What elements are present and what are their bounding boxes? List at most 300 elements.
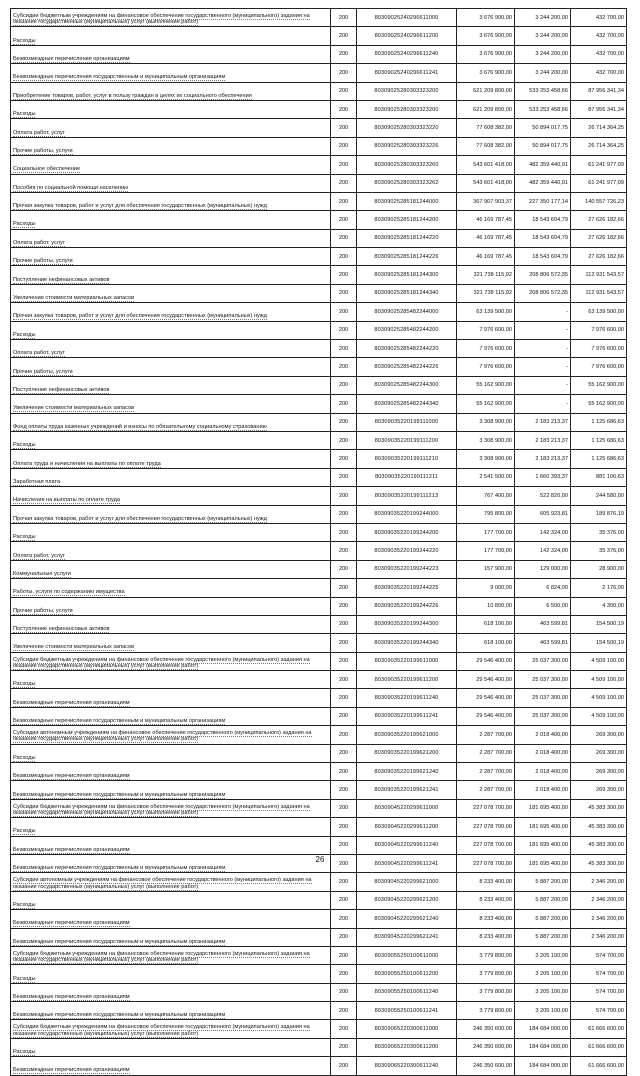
row-name-text: Расходы bbox=[13, 331, 36, 338]
row-not-executed-cell: 87 956 341,34 bbox=[571, 100, 627, 118]
row-name-text: Оплата работ, услуг bbox=[13, 239, 65, 246]
table-row bbox=[11, 671, 627, 689]
row-name-cell bbox=[11, 248, 331, 266]
row-name-cell bbox=[11, 45, 331, 63]
row-budget-code-cell: 80309025240296611241 bbox=[357, 64, 457, 82]
row-budget-code-cell: 80309025280303323200 bbox=[357, 100, 457, 118]
table-row bbox=[11, 707, 627, 725]
table-row bbox=[11, 229, 627, 247]
row-executed-cell: - bbox=[515, 340, 571, 358]
row-name-text: Поступление нефинансовых активов bbox=[13, 387, 110, 393]
row-executed-cell: 2 183 213,37 bbox=[515, 413, 571, 431]
row-name-text: Безвозмездные перечисления организациям bbox=[13, 920, 130, 927]
row-name-text: Прочие работы, услуги bbox=[13, 607, 73, 614]
row-executed-cell: 181 695 400,00 bbox=[515, 799, 571, 817]
row-budget-code-cell: 80309035220199244000 bbox=[357, 505, 457, 523]
row-executed-cell: 181 695 400,00 bbox=[515, 836, 571, 854]
row-not-executed-cell: 269 300,00 bbox=[571, 763, 627, 781]
row-name-text: Безвозмездные перечисления государственным и муниципальным организациям bbox=[13, 938, 226, 945]
row-approved-cell: 3 676 900,00 bbox=[457, 45, 515, 63]
row-approved-cell: 621 209 800,00 bbox=[457, 100, 515, 118]
table-row bbox=[11, 781, 627, 799]
row-approved-cell: 227 078 700,00 bbox=[457, 836, 515, 854]
row-not-executed-cell: 269 300,00 bbox=[571, 781, 627, 799]
row-line-code-cell: 200 bbox=[331, 505, 357, 523]
row-line-code-cell: 200 bbox=[331, 156, 357, 174]
row-executed-cell: 3 244 200,00 bbox=[515, 9, 571, 27]
row-name-text: Оплата труда и начисления на выплаты по оплате труда bbox=[13, 460, 161, 467]
row-name-cell bbox=[11, 744, 331, 762]
row-name-cell bbox=[11, 928, 331, 946]
row-name-text: Расходы bbox=[13, 111, 36, 118]
row-not-executed-cell: 26 714 364,25 bbox=[571, 137, 627, 155]
row-line-code-cell: 200 bbox=[331, 1020, 357, 1038]
row-line-code-cell: 200 bbox=[331, 192, 357, 210]
row-budget-code-cell: 80309035220199244225 bbox=[357, 579, 457, 597]
row-name-text: Прочие работы, услуги bbox=[13, 258, 73, 265]
row-line-code-cell: 200 bbox=[331, 137, 357, 155]
row-not-executed-cell: 574 700,00 bbox=[571, 1002, 627, 1020]
row-name-text: Расходы bbox=[13, 1049, 36, 1056]
row-not-executed-cell: 45 383 300,00 bbox=[571, 799, 627, 817]
row-name-cell bbox=[11, 707, 331, 725]
row-name-text: Расходы bbox=[13, 975, 36, 982]
table-row bbox=[11, 487, 627, 505]
row-budget-code-cell: 80309025240296611200 bbox=[357, 27, 457, 45]
row-name-text: Безвозмездные перечисления организациям bbox=[13, 846, 130, 853]
row-budget-code-cell: 80309045220299621200 bbox=[357, 891, 457, 909]
row-approved-cell: 227 078 700,00 bbox=[457, 854, 515, 872]
table-row bbox=[11, 431, 627, 449]
row-not-executed-cell: 45 383 300,00 bbox=[571, 818, 627, 836]
row-budget-code-cell: 80309025285181244200 bbox=[357, 211, 457, 229]
row-name-cell bbox=[11, 376, 331, 394]
row-budget-code-cell: 80309035220199611241 bbox=[357, 707, 457, 725]
row-line-code-cell: 200 bbox=[331, 873, 357, 891]
row-budget-code-cell: 80309045220299611241 bbox=[357, 854, 457, 872]
row-name-cell bbox=[11, 1020, 331, 1038]
row-name-cell bbox=[11, 634, 331, 652]
row-executed-cell: 522 820,00 bbox=[515, 487, 571, 505]
row-name-text: Прочая закупка товаров, работ и услуг для обеспечения государственных (муниципальных) нужд bbox=[13, 313, 267, 320]
row-line-code-cell: 200 bbox=[331, 744, 357, 762]
row-line-code-cell: 200 bbox=[331, 634, 357, 652]
table-row bbox=[11, 450, 627, 468]
row-name-cell bbox=[11, 1038, 331, 1056]
row-approved-cell: 46 169 787,45 bbox=[457, 248, 515, 266]
row-name-cell bbox=[11, 321, 331, 339]
row-approved-cell: 29 546 400,00 bbox=[457, 689, 515, 707]
row-executed-cell: 5 887 200,00 bbox=[515, 910, 571, 928]
row-approved-cell: 227 078 700,00 bbox=[457, 799, 515, 817]
row-executed-cell: 25 037 300,00 bbox=[515, 652, 571, 670]
row-not-executed-cell: 2 346 200,00 bbox=[571, 928, 627, 946]
row-line-code-cell: 200 bbox=[331, 266, 357, 284]
row-not-executed-cell: 2 346 200,00 bbox=[571, 910, 627, 928]
table-row bbox=[11, 523, 627, 541]
table-row bbox=[11, 340, 627, 358]
row-not-executed-cell: 27 626 182,66 bbox=[571, 248, 627, 266]
row-name-cell bbox=[11, 450, 331, 468]
table-row bbox=[11, 910, 627, 928]
row-line-code-cell: 200 bbox=[331, 836, 357, 854]
row-executed-cell: 3 205 100,00 bbox=[515, 1002, 571, 1020]
row-executed-cell: 3 244 200,00 bbox=[515, 45, 571, 63]
row-budget-code-cell: 80309025285181244340 bbox=[357, 284, 457, 302]
row-name-cell bbox=[11, 615, 331, 633]
row-approved-cell: 795 800,00 bbox=[457, 505, 515, 523]
row-name-cell bbox=[11, 358, 331, 376]
row-executed-cell: 2 018 400,00 bbox=[515, 744, 571, 762]
row-line-code-cell: 200 bbox=[331, 928, 357, 946]
row-name-text: Субсидии бюджетным учреждениям на финансовое обеспечение государственного (муниципального) задания на оказание государственных (муниципальных) услуг (выполнение работ) bbox=[13, 950, 310, 964]
row-executed-cell: 18 543 604,79 bbox=[515, 229, 571, 247]
row-budget-code-cell: 80309065220300611200 bbox=[357, 1038, 457, 1056]
row-executed-cell: 142 324,00 bbox=[515, 523, 571, 541]
row-executed-cell: 184 684 000,00 bbox=[515, 1038, 571, 1056]
row-line-code-cell: 200 bbox=[331, 597, 357, 615]
row-name-text: Социальное обеспечение bbox=[13, 166, 81, 173]
row-executed-cell: 2 018 400,00 bbox=[515, 726, 571, 744]
table-row bbox=[11, 946, 627, 964]
row-budget-code-cell: 80309025285482244340 bbox=[357, 395, 457, 413]
row-name-text: Расходы bbox=[13, 901, 36, 908]
row-line-code-cell: 200 bbox=[331, 27, 357, 45]
row-budget-code-cell: 80309055250100611241 bbox=[357, 1002, 457, 1020]
row-executed-cell: 208 806 572,35 bbox=[515, 284, 571, 302]
row-budget-code-cell: 80309045220299611200 bbox=[357, 818, 457, 836]
row-line-code-cell: 200 bbox=[331, 413, 357, 431]
row-not-executed-cell: 112 931 543,57 bbox=[571, 284, 627, 302]
row-line-code-cell: 200 bbox=[331, 9, 357, 27]
row-name-text: Прочая закупка товаров, работ и услуг для обеспечения государственных (муниципальных) нужд bbox=[13, 515, 267, 522]
row-executed-cell: 463 599,81 bbox=[515, 615, 571, 633]
row-name-text: Безвозмездные перечисления организациям bbox=[13, 699, 130, 706]
row-name-cell bbox=[11, 9, 331, 27]
row-line-code-cell: 200 bbox=[331, 983, 357, 1001]
row-line-code-cell: 200 bbox=[331, 340, 357, 358]
row-name-cell bbox=[11, 965, 331, 983]
row-budget-code-cell: 80309035220199621200 bbox=[357, 744, 457, 762]
row-executed-cell: 25 037 300,00 bbox=[515, 671, 571, 689]
row-executed-cell: 3 205 100,00 bbox=[515, 965, 571, 983]
row-name-text: Безвозмездные перечисления организациям bbox=[13, 1067, 130, 1074]
row-not-executed-cell: 154 500,19 bbox=[571, 615, 627, 633]
row-budget-code-cell: 80309025280303323226 bbox=[357, 137, 457, 155]
row-approved-cell: 29 546 400,00 bbox=[457, 707, 515, 725]
row-not-executed-cell: 27 626 182,66 bbox=[571, 229, 627, 247]
row-executed-cell: - bbox=[515, 321, 571, 339]
row-name-cell bbox=[11, 100, 331, 118]
row-not-executed-cell: 4 509 100,00 bbox=[571, 652, 627, 670]
row-executed-cell: 129 000,00 bbox=[515, 560, 571, 578]
row-approved-cell: 8 233 400,00 bbox=[457, 873, 515, 891]
row-name-text: Приобретение товаров, работ, услуг в пользу граждан в целях их социального обеспечения bbox=[13, 92, 252, 99]
row-budget-code-cell: 80309035220199621240 bbox=[357, 763, 457, 781]
row-approved-cell: 77 608 382,00 bbox=[457, 137, 515, 155]
page-number: 26 bbox=[315, 855, 325, 864]
row-budget-code-cell: 80309025285482244226 bbox=[357, 358, 457, 376]
row-executed-cell: 50 894 017,75 bbox=[515, 119, 571, 137]
table-row bbox=[11, 27, 627, 45]
row-approved-cell: 10 800,00 bbox=[457, 597, 515, 615]
row-executed-cell: 1 660 393,37 bbox=[515, 468, 571, 486]
budget-expenditure-table bbox=[10, 8, 627, 1076]
row-executed-cell: 482 359 440,91 bbox=[515, 174, 571, 192]
row-executed-cell: 25 037 300,00 bbox=[515, 707, 571, 725]
table-row bbox=[11, 192, 627, 210]
table-row bbox=[11, 689, 627, 707]
row-approved-cell: 3 676 900,00 bbox=[457, 9, 515, 27]
row-executed-cell: 482 359 440,91 bbox=[515, 156, 571, 174]
row-approved-cell: 8 233 400,00 bbox=[457, 891, 515, 909]
row-budget-code-cell: 80309025280303323220 bbox=[357, 119, 457, 137]
row-name-text: Безвозмездные перечисления государственным и муниципальным организациям bbox=[13, 791, 226, 798]
row-approved-cell: 3 779 800,00 bbox=[457, 1002, 515, 1020]
row-approved-cell: 618 100,00 bbox=[457, 615, 515, 633]
table-row bbox=[11, 64, 627, 82]
row-approved-cell: 29 546 400,00 bbox=[457, 671, 515, 689]
row-executed-cell: 605 923,81 bbox=[515, 505, 571, 523]
row-name-text: Расходы bbox=[13, 828, 36, 835]
row-line-code-cell: 200 bbox=[331, 431, 357, 449]
row-budget-code-cell: 80309035220199244220 bbox=[357, 542, 457, 560]
table-row bbox=[11, 560, 627, 578]
row-name-text: Безвозмездные перечисления государственным и муниципальным организациям bbox=[13, 865, 226, 872]
row-name-text: Работы, услуги по содержанию имущества bbox=[13, 589, 125, 596]
row-not-executed-cell: 55 162 900,00 bbox=[571, 376, 627, 394]
row-line-code-cell: 200 bbox=[331, 671, 357, 689]
row-line-code-cell: 200 bbox=[331, 1002, 357, 1020]
row-executed-cell: 3 244 200,00 bbox=[515, 27, 571, 45]
row-executed-cell: 184 684 000,00 bbox=[515, 1057, 571, 1075]
row-not-executed-cell: 4 509 100,00 bbox=[571, 671, 627, 689]
row-line-code-cell: 200 bbox=[331, 211, 357, 229]
row-approved-cell: 29 546 400,00 bbox=[457, 652, 515, 670]
row-not-executed-cell: 140 557 726,23 bbox=[571, 192, 627, 210]
table-row bbox=[11, 634, 627, 652]
row-budget-code-cell: 80309025285482244000 bbox=[357, 303, 457, 321]
row-budget-code-cell: 80309045220299621241 bbox=[357, 928, 457, 946]
row-name-cell bbox=[11, 946, 331, 964]
row-name-text: Прочие работы, услуги bbox=[13, 147, 73, 154]
row-budget-code-cell: 80309065220300611240 bbox=[357, 1057, 457, 1075]
row-name-cell bbox=[11, 671, 331, 689]
row-name-cell bbox=[11, 726, 331, 744]
row-budget-code-cell: 80309035220199244300 bbox=[357, 615, 457, 633]
row-approved-cell: 321 738 115,92 bbox=[457, 266, 515, 284]
table-row bbox=[11, 358, 627, 376]
row-executed-cell: 18 543 604,79 bbox=[515, 211, 571, 229]
row-budget-code-cell: 80309035220199621241 bbox=[357, 781, 457, 799]
row-name-text: Субсидии автономным учреждениям на финансовое обеспечение государственного (муниципального) задания на оказание государственных (муниципальных) услуг (выполнение работ) bbox=[13, 730, 312, 743]
row-name-cell bbox=[11, 468, 331, 486]
row-budget-code-cell: 80309025280303323262 bbox=[357, 174, 457, 192]
row-not-executed-cell: 35 376,00 bbox=[571, 523, 627, 541]
row-name-cell bbox=[11, 1057, 331, 1075]
row-name-text: Начисления на выплаты по оплате труда bbox=[13, 497, 121, 504]
row-executed-cell: 184 684 000,00 bbox=[515, 1020, 571, 1038]
row-line-code-cell: 200 bbox=[331, 965, 357, 983]
row-not-executed-cell: 61 666 600,00 bbox=[571, 1038, 627, 1056]
row-line-code-cell: 200 bbox=[331, 376, 357, 394]
row-not-executed-cell: 432 700,00 bbox=[571, 9, 627, 27]
row-budget-code-cell: 80309025240296611000 bbox=[357, 9, 457, 27]
row-name-cell bbox=[11, 487, 331, 505]
row-approved-cell: 63 139 500,00 bbox=[457, 303, 515, 321]
row-approved-cell: 246 350 600,00 bbox=[457, 1020, 515, 1038]
row-not-executed-cell: 2 176,00 bbox=[571, 579, 627, 597]
table-row bbox=[11, 1020, 627, 1038]
row-budget-code-cell: 80309035220199244226 bbox=[357, 597, 457, 615]
row-approved-cell: 7 976 600,00 bbox=[457, 321, 515, 339]
row-line-code-cell: 200 bbox=[331, 523, 357, 541]
table-row bbox=[11, 413, 627, 431]
row-name-cell bbox=[11, 579, 331, 597]
row-line-code-cell: 200 bbox=[331, 248, 357, 266]
row-line-code-cell: 200 bbox=[331, 468, 357, 486]
row-not-executed-cell: 4 300,00 bbox=[571, 597, 627, 615]
row-budget-code-cell: 80309055250100611240 bbox=[357, 983, 457, 1001]
row-name-cell bbox=[11, 266, 331, 284]
table-row bbox=[11, 1057, 627, 1075]
table-row bbox=[11, 965, 627, 983]
row-approved-cell: 321 738 115,92 bbox=[457, 284, 515, 302]
row-budget-code-cell: 80309025280303323200 bbox=[357, 82, 457, 100]
row-executed-cell: 5 887 200,00 bbox=[515, 873, 571, 891]
row-name-text: Безвозмездные перечисления организациям bbox=[13, 773, 130, 780]
row-not-executed-cell: 2 346 200,00 bbox=[571, 873, 627, 891]
row-name-cell bbox=[11, 27, 331, 45]
row-line-code-cell: 200 bbox=[331, 707, 357, 725]
row-line-code-cell: 200 bbox=[331, 100, 357, 118]
row-line-code-cell: 200 bbox=[331, 854, 357, 872]
row-not-executed-cell: 269 300,00 bbox=[571, 726, 627, 744]
table-row bbox=[11, 652, 627, 670]
row-line-code-cell: 200 bbox=[331, 1057, 357, 1075]
row-not-executed-cell: 55 162 900,00 bbox=[571, 395, 627, 413]
row-name-text: Субсидии бюджетным учреждениям на финансовое обеспечение государственного (муниципального) задания на оказание государственных (муниципальных) услуг (выполнение работ) bbox=[13, 656, 310, 669]
row-not-executed-cell: 28 900,00 bbox=[571, 560, 627, 578]
table-row bbox=[11, 211, 627, 229]
row-line-code-cell: 200 bbox=[331, 358, 357, 376]
row-name-cell bbox=[11, 597, 331, 615]
row-name-cell bbox=[11, 689, 331, 707]
table-row bbox=[11, 468, 627, 486]
row-budget-code-cell: 80309035220199611240 bbox=[357, 689, 457, 707]
row-budget-code-cell: 80309045220299621000 bbox=[357, 873, 457, 891]
row-line-code-cell: 200 bbox=[331, 689, 357, 707]
row-line-code-cell: 200 bbox=[331, 818, 357, 836]
row-name-cell bbox=[11, 119, 331, 137]
row-line-code-cell: 200 bbox=[331, 615, 357, 633]
row-budget-code-cell: 80309025285482244300 bbox=[357, 376, 457, 394]
table-row bbox=[11, 395, 627, 413]
row-line-code-cell: 200 bbox=[331, 763, 357, 781]
table-row bbox=[11, 744, 627, 762]
row-line-code-cell: 200 bbox=[331, 321, 357, 339]
row-name-cell bbox=[11, 818, 331, 836]
row-not-executed-cell: 27 626 182,66 bbox=[571, 211, 627, 229]
row-approved-cell: 246 350 600,00 bbox=[457, 1057, 515, 1075]
row-name-cell bbox=[11, 340, 331, 358]
row-not-executed-cell: 189 876,19 bbox=[571, 505, 627, 523]
row-name-cell bbox=[11, 303, 331, 321]
row-approved-cell: 77 608 382,00 bbox=[457, 119, 515, 137]
row-line-code-cell: 200 bbox=[331, 82, 357, 100]
row-name-cell bbox=[11, 64, 331, 82]
row-name-text: Увеличение стоимости материальных запасов bbox=[13, 644, 135, 651]
row-approved-cell: 46 169 787,45 bbox=[457, 229, 515, 247]
row-not-executed-cell: 269 300,00 bbox=[571, 744, 627, 762]
row-name-text: Субсидии бюджетным учреждениям на финансовое обеспечение государственного (муниципального) задания на оказание государственных (муниципальных) услуг (выполнение работ) bbox=[13, 803, 310, 816]
row-name-text: Субсидии бюджетным учреждениям на финансовое обеспечение государственного (муниципального) задания на оказание государственных (муниципальных) услуг (выполнение работ) bbox=[13, 1024, 310, 1037]
row-not-executed-cell: 574 700,00 bbox=[571, 965, 627, 983]
row-executed-cell: 2 018 400,00 bbox=[515, 781, 571, 799]
row-name-text: Фонд оплаты труда казенных учреждений и взносы по обязательному социальному страхованию bbox=[13, 423, 267, 430]
row-line-code-cell: 200 bbox=[331, 891, 357, 909]
table-row bbox=[11, 928, 627, 946]
row-executed-cell: 50 894 017,75 bbox=[515, 137, 571, 155]
row-name-text: Безвозмездные перечисления государственным и муниципальным организациям bbox=[13, 74, 226, 81]
row-not-executed-cell: 432 700,00 bbox=[571, 27, 627, 45]
row-budget-code-cell: 80309025285181244300 bbox=[357, 266, 457, 284]
row-executed-cell: 5 887 200,00 bbox=[515, 928, 571, 946]
row-approved-cell: 3 308 900,00 bbox=[457, 431, 515, 449]
row-name-text: Оплата работ, услуг bbox=[13, 552, 65, 559]
row-not-executed-cell: 7 976 600,00 bbox=[571, 340, 627, 358]
row-line-code-cell: 200 bbox=[331, 652, 357, 670]
row-name-cell bbox=[11, 799, 331, 817]
row-executed-cell: 2 183 213,37 bbox=[515, 431, 571, 449]
row-approved-cell: 3 308 900,00 bbox=[457, 413, 515, 431]
row-name-cell bbox=[11, 229, 331, 247]
row-name-text: Оплата работ, услуг bbox=[13, 129, 65, 136]
row-name-text: Расходы bbox=[13, 221, 36, 228]
row-not-executed-cell: 26 714 364,25 bbox=[571, 119, 627, 137]
row-line-code-cell: 200 bbox=[331, 64, 357, 82]
table-row bbox=[11, 100, 627, 118]
row-not-executed-cell: 45 383 300,00 bbox=[571, 854, 627, 872]
row-line-code-cell: 200 bbox=[331, 229, 357, 247]
row-name-cell bbox=[11, 395, 331, 413]
row-not-executed-cell: 1 125 686,63 bbox=[571, 413, 627, 431]
table-row bbox=[11, 505, 627, 523]
row-line-code-cell: 200 bbox=[331, 450, 357, 468]
row-name-cell bbox=[11, 891, 331, 909]
table-row bbox=[11, 873, 627, 891]
table-row bbox=[11, 836, 627, 854]
row-executed-cell: 142 324,00 bbox=[515, 542, 571, 560]
table-row bbox=[11, 579, 627, 597]
row-approved-cell: 2 287 700,00 bbox=[457, 744, 515, 762]
row-line-code-cell: 200 bbox=[331, 726, 357, 744]
row-not-executed-cell: 87 956 341,34 bbox=[571, 82, 627, 100]
row-executed-cell: 18 543 604,79 bbox=[515, 248, 571, 266]
table-row bbox=[11, 1002, 627, 1020]
table-row bbox=[11, 266, 627, 284]
row-approved-cell: 3 676 900,00 bbox=[457, 27, 515, 45]
row-approved-cell: 621 209 800,00 bbox=[457, 82, 515, 100]
row-approved-cell: 8 233 400,00 bbox=[457, 910, 515, 928]
row-name-text: Расходы bbox=[13, 442, 36, 449]
row-budget-code-cell: 80309035220199244200 bbox=[357, 523, 457, 541]
row-name-text: Расходы bbox=[13, 681, 36, 688]
table-row bbox=[11, 248, 627, 266]
row-line-code-cell: 200 bbox=[331, 284, 357, 302]
row-approved-cell: 3 308 900,00 bbox=[457, 450, 515, 468]
row-approved-cell: 3 779 800,00 bbox=[457, 946, 515, 964]
